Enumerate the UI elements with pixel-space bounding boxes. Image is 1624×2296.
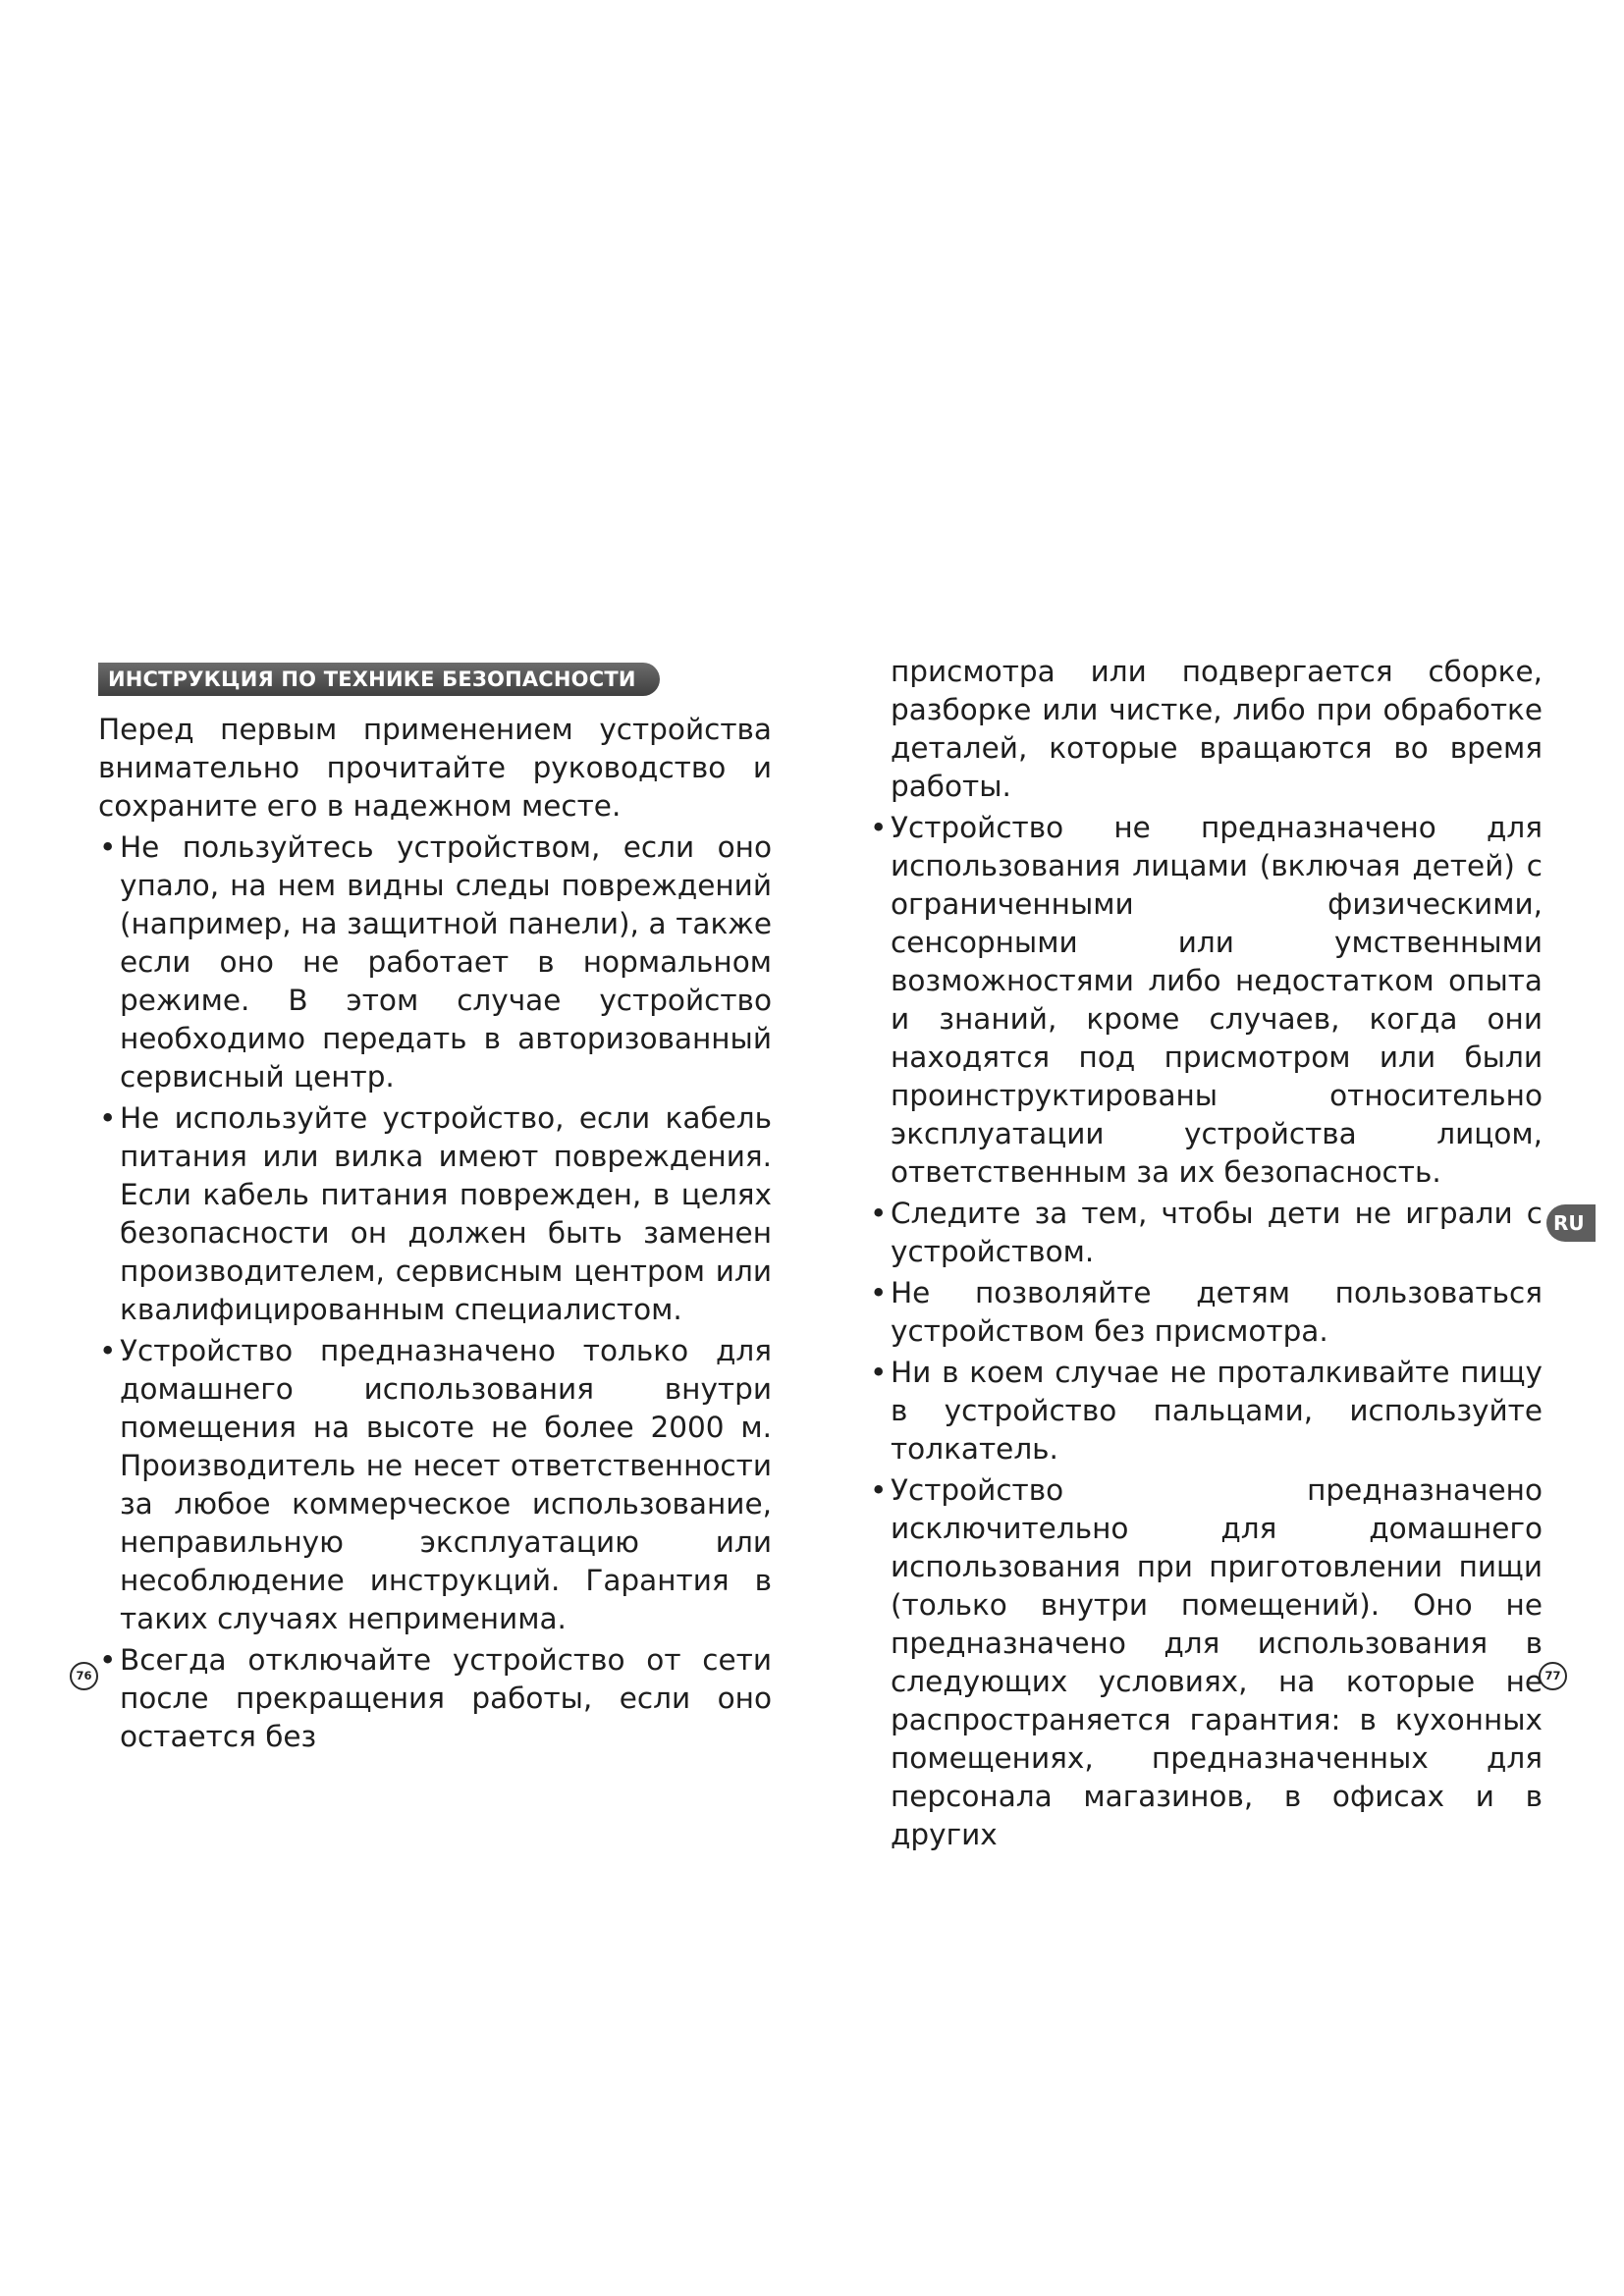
page-number-right: 77 bbox=[1539, 1662, 1567, 1690]
section-title: ИНСТРУКЦИЯ ПО ТЕХНИКЕ БЕЗОПАСНОСТИ bbox=[98, 663, 660, 696]
page-number-left: 76 bbox=[70, 1662, 98, 1690]
list-item: • Не позволяйте детям пользоваться устройством без присмотра. bbox=[869, 1274, 1543, 1351]
list-item: • Устройство предназначено исключительно для домашнего использования при приготовлении пищи (только внутри помещений). Оно не предназначено для использования в следующих условиях, на которые не распространяется гарантия: в кухонных помещениях, предназначенных для персонала магазинов, в офисах и в других bbox=[869, 1471, 1543, 1854]
list-item: • Устройство не предназначено для использования лицами (включая детей) с ограниченными физическими, сенсорными или умственными возможностями либо недостатком опыта и знаний, кроме случаев, когда они находятся под присмотром или были проинструктированы относительно эксплуатации устройства лицом, ответственным за их безопасность. bbox=[869, 809, 1543, 1192]
list-item: • Всегда отключайте устройство от сети после прекращения работы, если оно остается без bbox=[98, 1641, 772, 1756]
safety-list-right bbox=[869, 653, 1543, 1854]
safety-list-left bbox=[98, 828, 772, 1756]
list-item: • Не используйте устройство, если кабель питания или вилка имеют повреждения. Если кабель питания поврежден, в целях безопасности он должен быть заменен производителем, сервисным центром или квалифицированным специалистом. bbox=[98, 1099, 772, 1329]
intro-paragraph: Перед первым применением устройства внимательно прочитайте руководство и сохраните его в надежном месте. bbox=[98, 713, 772, 823]
left-column bbox=[98, 711, 772, 1756]
list-item: • Устройство предназначено только для домашнего использования внутри помещения на высоте не более 2000 м. Производитель не несет ответственности за любое коммерческое использование, неправильную эксплуатацию или несоблюдение инструкций. Гарантия в таких случаях неприменима. bbox=[98, 1332, 772, 1638]
list-item: • Ни в коем случае не проталкивайте пищу в устройство пальцами, используйте толкатель. bbox=[869, 1354, 1543, 1468]
language-tab: RU bbox=[1546, 1204, 1596, 1242]
list-item-continuation: присмотра или подвергается сборке, разборке или чистке, либо при обработке деталей, которые вращаются во время работы. bbox=[891, 655, 1543, 803]
list-item: • Следите за тем, чтобы дети не играли с устройством. bbox=[869, 1195, 1543, 1271]
right-column bbox=[869, 650, 1543, 1854]
list-item: • Не пользуйтесь устройством, если оно упало, на нем видны следы повреждений (например, на защитной панели), а также если оно не работает в нормальном режиме. В этом случае устройство необходимо передать в авторизованный сервисный центр. bbox=[98, 828, 772, 1096]
